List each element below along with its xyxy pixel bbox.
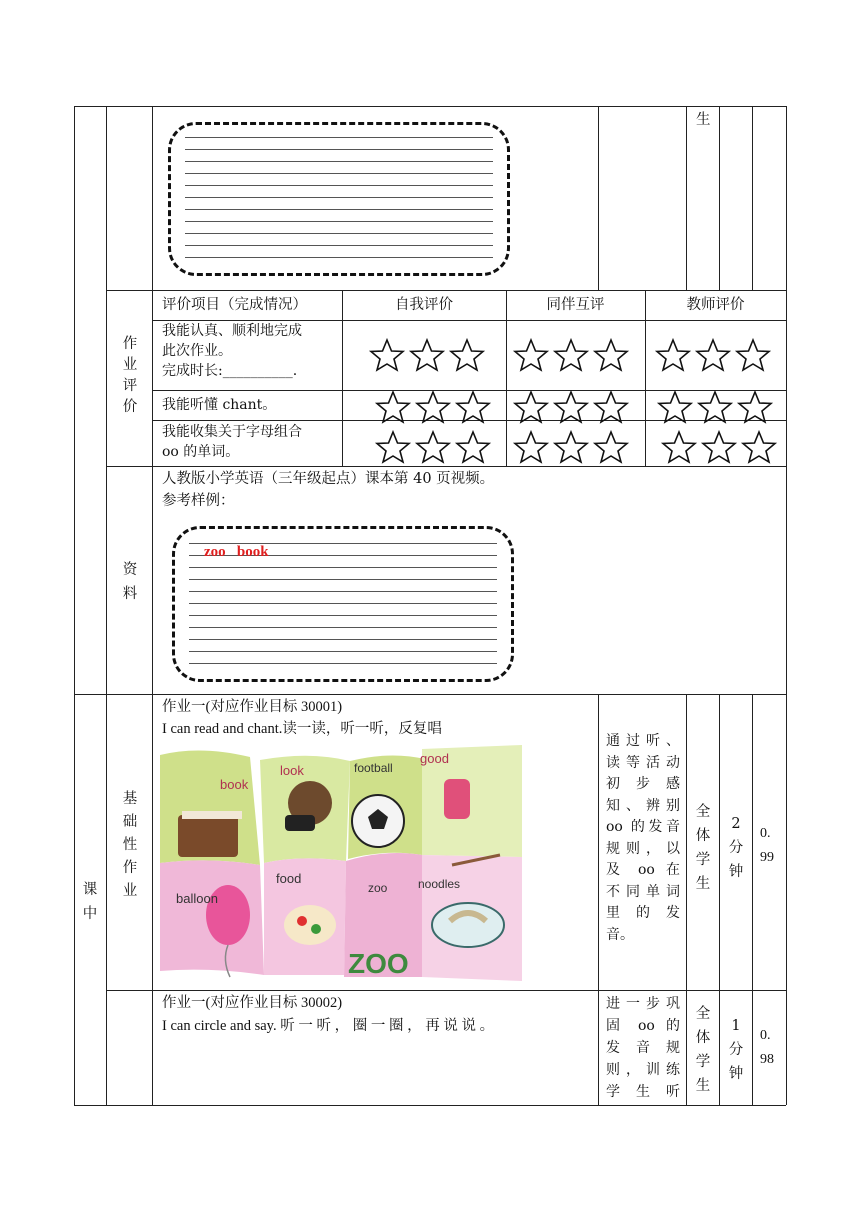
header-teacher: 教师评价 [686,297,745,313]
writing-pad [168,122,510,276]
star-icon[interactable] [454,430,492,464]
star-icon[interactable] [512,338,550,372]
task1-purpose: 通过听、 读等活动 初 步 感 知、辨别 oo 的发音 规则，以 及 oo 在 不同单词 里 的 发 音。 [606,733,680,943]
task1-instruction: I can read and chant.读一读，听一听，反复唱 [162,721,442,737]
star-icon[interactable] [740,430,778,464]
evaluation-label: 作 业 评 价 [122,336,138,415]
resource-line-2: 参考样例： [162,493,235,509]
star-rating-group[interactable] [512,430,630,464]
task2-time: 1 分 钟 [728,1018,744,1082]
task1-title: 作业一(对应作业目标 30001) [162,699,343,715]
star-icon[interactable] [694,338,732,372]
header-item: 评价项目（完成情况） [162,297,307,313]
task2-score: 0. 98 [760,1028,774,1067]
star-icon[interactable] [512,430,550,464]
star-icon[interactable] [552,390,590,424]
phonics-picture [160,745,522,981]
resources-label: 资 料 [122,562,138,602]
eval-item-2: 我能听懂 chant。 [162,397,277,413]
star-rating-group[interactable] [368,338,486,372]
task2-purpose: 进一步巩 固 oo 的 发 音 规 则，训练 学 生 听 [606,996,680,1100]
star-rating-group[interactable] [660,430,778,464]
in-class-label: 课 中 [82,882,98,922]
star-icon[interactable] [552,430,590,464]
star-icon[interactable] [414,430,452,464]
eval-item-1: 我能认真、顺利地完成 此次作业。 完成时长:__________. [162,323,302,379]
audience-tail: 生 [696,112,711,128]
picture-word-noodles: noodles [418,877,461,891]
header-self: 自我评价 [395,297,453,313]
sample-words: zoo book [204,544,269,560]
picture-word-look: look [280,763,304,778]
star-rating-group[interactable] [374,430,492,464]
task1-audience: 全 体 学 生 [695,804,711,892]
picture-word-book: book [220,777,249,792]
star-icon[interactable] [374,430,412,464]
star-icon[interactable] [660,430,698,464]
star-icon[interactable] [736,390,774,424]
picture-word-football: football [354,761,393,775]
picture-word-food: food [276,871,302,886]
star-icon[interactable] [656,390,694,424]
eval-item-3: 我能收集关于字母组合 oo 的单词。 [162,424,302,460]
picture-word-balloon: balloon [176,891,218,906]
task1-time: 2 分 钟 [728,816,744,880]
star-icon[interactable] [734,338,772,372]
star-icon[interactable] [512,390,550,424]
header-peer: 同伴互评 [546,297,605,313]
task2-title: 作业一(对应作业目标 30002) [162,995,343,1011]
star-rating-group[interactable] [656,390,774,424]
star-icon[interactable] [696,390,734,424]
star-icon[interactable] [408,338,446,372]
task2-instruction: I can circle and say. 听 一 听 ， 圈 一 圈 ， 再 说 说 。 [162,1018,495,1034]
star-rating-group[interactable] [654,338,772,372]
star-icon[interactable] [592,390,630,424]
star-icon[interactable] [374,390,412,424]
star-icon[interactable] [592,338,630,372]
task2-audience: 全 体 学 生 [695,1006,711,1094]
star-icon[interactable] [368,338,406,372]
star-icon[interactable] [552,338,590,372]
star-icon[interactable] [448,338,486,372]
star-icon[interactable] [654,338,692,372]
star-icon[interactable] [700,430,738,464]
resource-line-1: 人教版小学英语（三年级起点）课本第 40 页视频。 [162,471,495,487]
picture-word-good: good [420,751,449,766]
svg-text:ZOO: ZOO [348,948,409,979]
star-icon[interactable] [592,430,630,464]
star-rating-group[interactable] [512,338,630,372]
picture-word-zoo: zoo [368,881,388,895]
star-icon[interactable] [454,390,492,424]
task1-score: 0. 99 [760,826,774,865]
basic-homework-label: 基 础 性 作 业 [122,791,138,899]
star-rating-group[interactable] [374,390,492,424]
star-rating-group[interactable] [512,390,630,424]
star-icon[interactable] [414,390,452,424]
